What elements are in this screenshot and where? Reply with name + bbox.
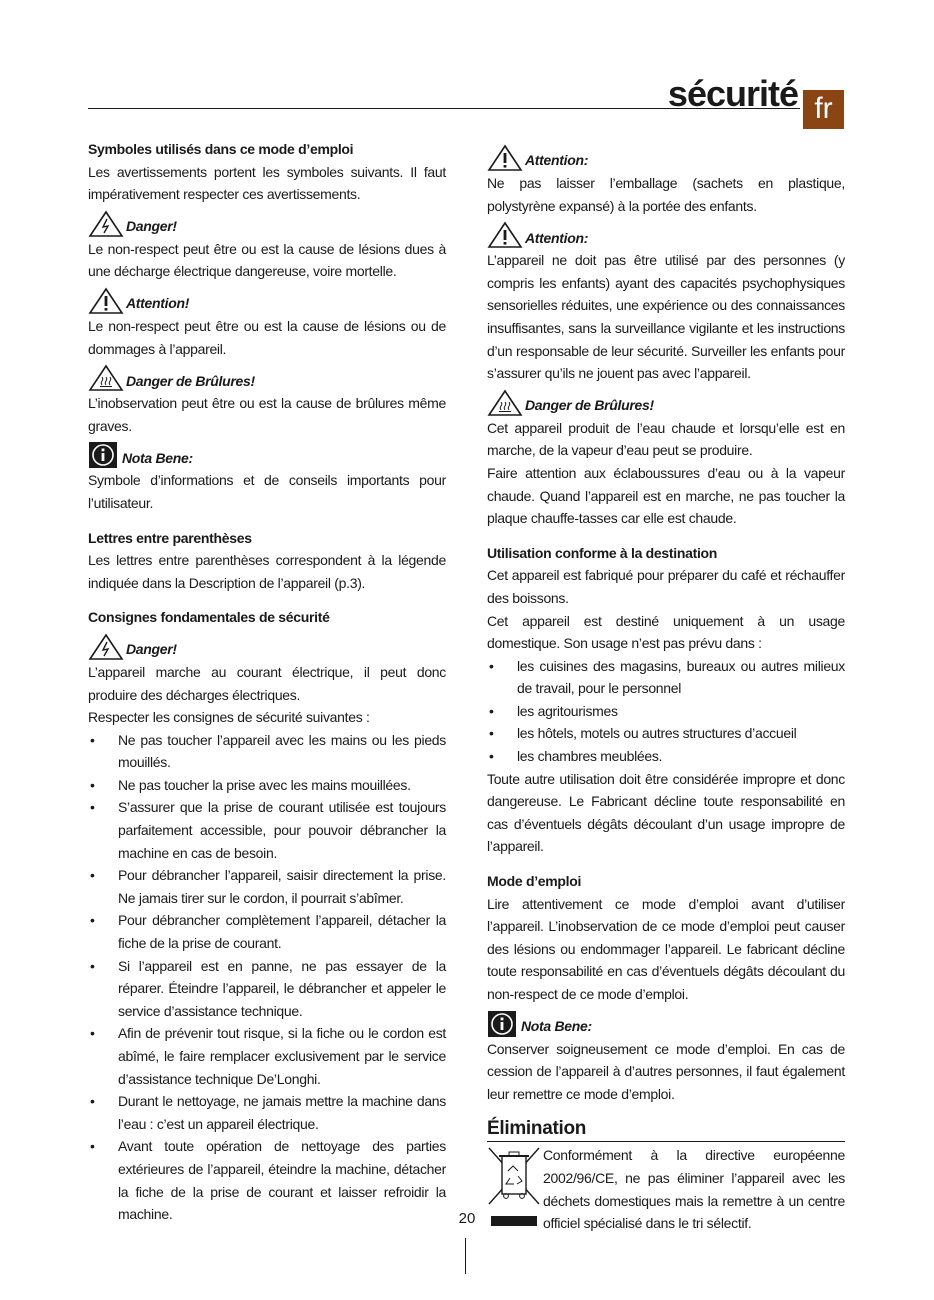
list-item: • Ne pas toucher la prise avec les mains mouillées. — [88, 774, 446, 797]
attention-warning-2 — [487, 219, 845, 249]
safety-heading: Consignes fondamentales de sécurité — [88, 609, 330, 626]
list-item: • les agritourismes — [487, 700, 845, 723]
usage-list — [487, 655, 845, 768]
danger2-text2: Respecter les consignes de sécurité suivantes : — [88, 709, 370, 726]
hot-surface-icon — [487, 389, 523, 417]
burn-warning — [88, 362, 446, 392]
list-item: • les hôtels, motels ou autres structures d’accueil — [487, 722, 845, 745]
electric-danger-icon — [88, 633, 124, 661]
manual-heading: Mode d’emploi — [487, 873, 582, 890]
list-item: • Afin de prévenir tout risque, si la fiche ou le cordon est abîmé, le faire remplacer exclusivement par le service d’assistance technique De’Longhi. — [88, 1022, 446, 1090]
burn-label: Danger de Brûlures! — [525, 397, 654, 414]
usage-text2: Cet appareil est destiné uniquement à un usage domestique. Son usage n’est pas prévu dans : — [487, 612, 845, 652]
burn-text2: Faire attention aux éclaboussures d’eau ou à la vapeur chaude. Quand l’appareil est en marche, ne pas toucher la plaque chauffe-tasses car elle est chaude. — [487, 464, 845, 527]
right-column — [487, 140, 845, 1240]
nota-bene — [88, 439, 446, 469]
attention-label: Attention! — [126, 295, 190, 312]
attention-warning-1 — [487, 142, 845, 172]
list-item: • les chambres meublées. — [487, 745, 845, 768]
attention1-label: Attention: — [525, 152, 589, 169]
page-rule — [465, 1238, 466, 1274]
list-item: • les cuisines des magasins, bureaux ou autres milieux de travail, pour le personnel — [487, 655, 845, 700]
elimination-heading: Élimination — [487, 1117, 845, 1142]
nota-label: Nota Bene: — [521, 1018, 592, 1034]
weee-bin-icon — [487, 1144, 543, 1240]
list-item: • Durant le nettoyage, ne jamais mettre la machine dans l’eau : c’est un appareil électrique. — [88, 1090, 446, 1135]
attention-icon — [487, 221, 523, 249]
left-column — [88, 138, 446, 1226]
danger-label: Danger! — [126, 218, 177, 235]
safety-list — [88, 729, 446, 1226]
info-icon — [88, 441, 120, 469]
info-icon — [487, 1010, 519, 1038]
nota-bene — [487, 1008, 845, 1038]
symbols-text: Les avertissements portent les symboles suivants. Il faut impérativement respecter ces avertissements. — [88, 163, 446, 203]
burn-warning — [487, 387, 845, 417]
usage-heading: Utilisation conforme à la destination — [487, 544, 718, 561]
electric-danger-icon — [88, 210, 124, 238]
nota-text: Conserver soigneusement ce mode d’emploi. En cas de cession de l’appareil à d’autres personnes, il faut également leur remettre ce mode d’emploi. — [487, 1040, 845, 1102]
burn-text: L’inobservation peut être ou est la cause de brûlures même graves. — [88, 395, 446, 434]
hot-surface-icon — [88, 364, 124, 392]
attention-warning — [88, 285, 446, 315]
list-item: • Si l’appareil est en panne, ne pas essayer de la réparer. Éteindre l’appareil, le débrancher et appeler le service d’assistance technique. — [88, 955, 446, 1023]
nota-text: Symbole d’informations et de conseils importants pour l’utilisateur. — [88, 472, 446, 511]
danger-text: Le non-respect peut être ou est la cause de lésions dues à une décharge électrique dangereuse, voire mortelle. — [88, 240, 446, 280]
burn-label: Danger de Brûlures! — [126, 372, 255, 389]
usage-text3: Toute autre utilisation doit être considérée impropre et donc dangereuse. Le Fabricant décline toute responsabilité en cas d’éventuels dégâts découlant d’un usage impropre de l’appareil. — [487, 770, 845, 855]
list-item: • Pour débrancher complètement l’appareil, détacher la fiche de la prise de courant. — [88, 909, 446, 954]
symbols-heading: Symboles utilisés dans ce mode d’emploi — [88, 141, 354, 157]
elimination-text: Conformément à la directive européenne 2002/96/CE, ne pas éliminer l’appareil avec les déchets domestiques mais la remettre à un centre officiel spécialisé dans le tri sélectif. — [543, 1147, 845, 1232]
usage-text1: Cet appareil est fabriqué pour préparer du café et réchauffer des boissons. — [487, 567, 845, 606]
danger2-label: Danger! — [126, 641, 177, 658]
page-title: sécurité — [667, 73, 798, 114]
language-badge: fr — [803, 90, 844, 129]
attention1-text: Ne pas laisser l’emballage (sachets en plastique, polystyrène expansé) à la portée des enfants. — [487, 175, 845, 214]
list-item: • Ne pas toucher l’appareil avec les mains ou les pieds mouillés. — [88, 729, 446, 774]
nota-label: Nota Bene: — [122, 449, 193, 466]
attention-icon — [88, 287, 124, 315]
danger2-text1: L’appareil marche au courant électrique, il peut donc produire des décharges électriques. — [88, 663, 446, 703]
list-item: • Avant toute opération de nettoyage des parties extérieures de l’appareil, éteindre la machine, détacher la fiche de la prise de courant et laisser refroidir la machine. — [88, 1135, 446, 1225]
letters-text: Les lettres entre parenthèses correspondent à la légende indiquée dans la Description de l’appareil (p.3). — [88, 552, 446, 591]
burn-text1: Cet appareil produit de l’eau chaude et lorsqu’elle est en marche, de la vapeur d’eau peut se produire. — [487, 419, 845, 459]
attention2-text: L’appareil ne doit pas être utilisé par des personnes (y compris les enfants) ayant des capacités psychophysiques sensorielles réduites, une expérience ou des connaissances insuffisantes, sans la surveillance vigilante et les instructions d’un responsable de leur sécurité. Surveiller les enfants pour s’assurer qu’ils ne jouent pas avec l’appareil. — [487, 252, 845, 382]
elimination-block — [487, 1144, 845, 1240]
page-number: 20 — [458, 1210, 476, 1227]
attention-icon — [487, 144, 523, 172]
danger-warning — [88, 208, 446, 238]
attention-text: Le non-respect peut être ou est la cause de lésions ou de dommages à l’appareil. — [88, 317, 446, 357]
list-item: • Pour débrancher l’appareil, saisir directement la prise. Ne jamais tirer sur le cordon, il pourrait s’abîmer. — [88, 864, 446, 909]
letters-heading: Lettres entre parenthèses — [88, 529, 252, 546]
danger-warning-2 — [88, 631, 446, 661]
attention2-label: Attention: — [525, 229, 589, 246]
manual-text: Lire attentivement ce mode d’emploi avant d’utiliser l’appareil. L’inobservation de ce mode d’emploi peut causer des lésions ou endommager l’appareil. Le fabricant décline toute responsabilité en cas d’éventuels dégâts découlant du non-respect de ce mode d’emploi. — [487, 895, 845, 1002]
list-item: • S’assurer que la prise de courant utilisée est toujours parfaitement accessible, pour pouvoir débrancher la machine en cas de besoin. — [88, 796, 446, 864]
